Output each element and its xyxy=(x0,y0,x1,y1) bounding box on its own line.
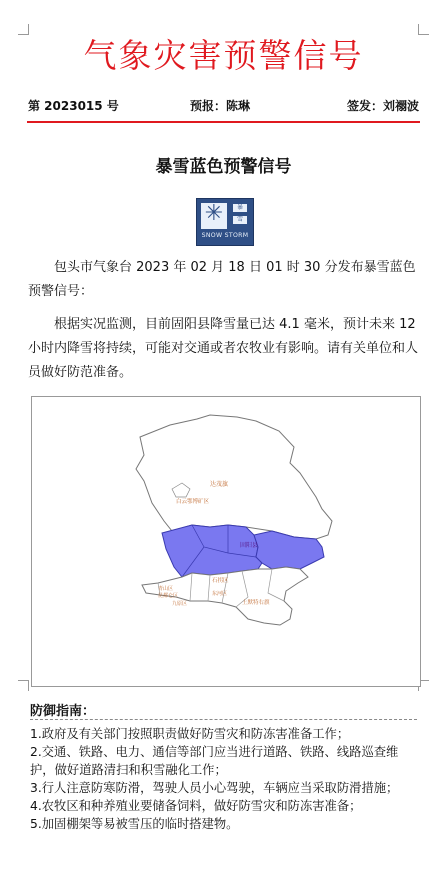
map-region-damao xyxy=(136,415,332,539)
map-label: 东河区 xyxy=(212,591,228,597)
masthead-title: 气象灾害预警信号 xyxy=(83,36,364,75)
map-label: 固阳县 xyxy=(240,542,259,549)
document-title: 暴雪蓝色预警信号 xyxy=(155,157,292,177)
situation-paragraph: 根据实况监测，目前固阳县降雪量已达 4.1 毫米，预计未来 12 小时内降雪将持续，可能对交通或者农牧业有影响。请有关单位和人员做好防范准备。 xyxy=(28,317,419,380)
badge-caption: SNOW STORM xyxy=(201,232,249,239)
map-label: 昆都仑区 xyxy=(158,593,179,599)
map-label: 石拐区 xyxy=(212,578,229,584)
issuer: 签发：刘禤波 xyxy=(346,99,419,113)
map-svg xyxy=(32,397,420,686)
map-region-guyang xyxy=(162,525,262,577)
guide-item: 2.交通、铁路、电力、通信等部门应当进行道路、铁路、线路巡查维护，做好道路清扫和积雪融化工作； xyxy=(30,745,399,777)
guide-item: 4.农牧区和种养殖业要储备饲料，做好防雪灾和防冻害准备； xyxy=(30,799,362,813)
corner-mark xyxy=(18,680,29,691)
snowflake-icon: ✳ xyxy=(204,201,224,226)
map-label: 九原区 xyxy=(172,601,188,607)
announcement-paragraph: 包头市气象台 2023 年 02 月 18 日 01 时 30 分发布暴雪蓝色预警信号： xyxy=(28,260,416,299)
guide-item: 3.行人注意防寒防滑，驾驶人员小心驾驶，车辆应当采取防滑措施； xyxy=(30,781,399,795)
warning-area-map xyxy=(31,396,421,687)
map-label: 达茂旗 xyxy=(210,481,229,488)
badge-char: 暴 xyxy=(233,204,247,212)
map-label: 土默特右旗 xyxy=(242,600,270,606)
document-number: 第 2023015 号 xyxy=(28,99,119,113)
forecaster: 预报：陈琳 xyxy=(190,99,251,113)
document-meta xyxy=(28,97,419,117)
badge-char: 雪 xyxy=(233,216,247,224)
guide-item: 5.加固棚架等易被雪压的临时搭建物。 xyxy=(30,817,239,831)
guide-title: 防御指南： xyxy=(30,704,96,719)
guide-list xyxy=(30,725,421,833)
map-label: 白云鄂博矿区 xyxy=(176,499,210,505)
guide-item: 1.政府及有关部门按照职责做好防雪灾和防冻害准备工作； xyxy=(30,727,350,741)
warning-badge xyxy=(196,198,254,246)
map-label: 青山区 xyxy=(158,586,174,592)
guide-divider xyxy=(30,719,417,720)
header-rule xyxy=(27,121,420,123)
